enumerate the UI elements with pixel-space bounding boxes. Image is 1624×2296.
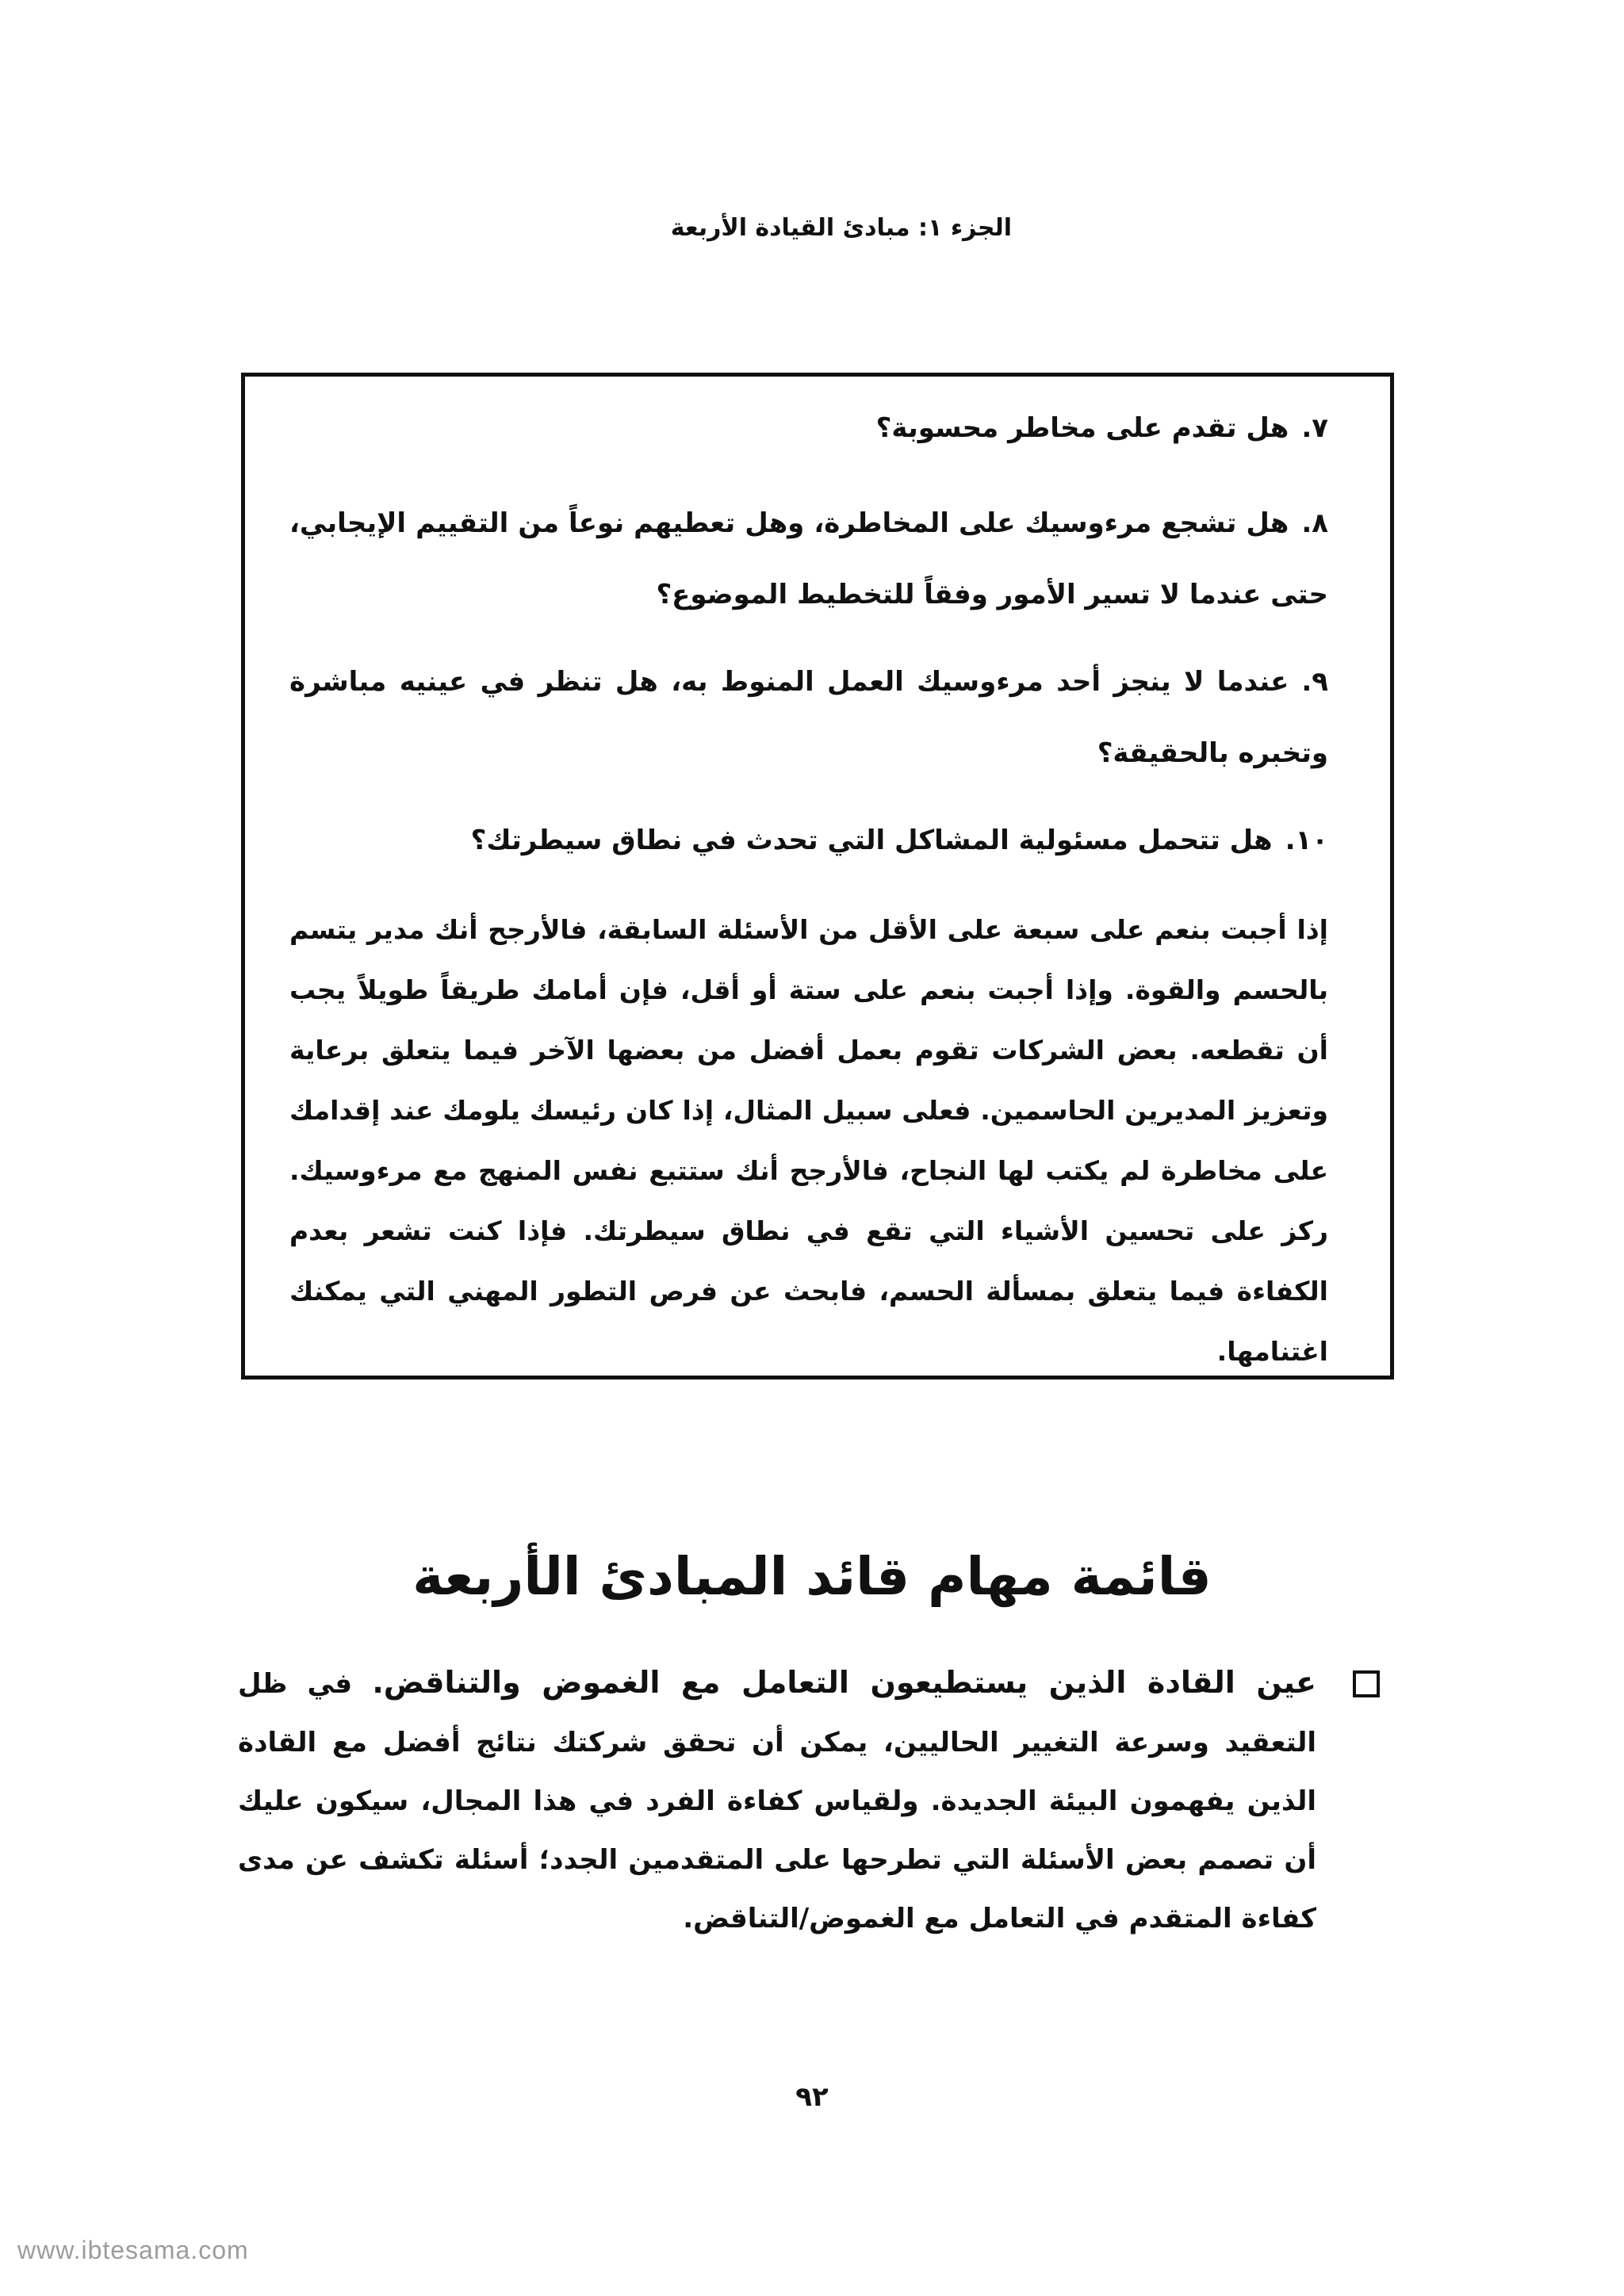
checkbox-icon xyxy=(1353,1670,1380,1697)
question-9 xyxy=(289,646,1328,789)
result-paragraph: إذا أجبت بنعم على سبعة على الأقل من الأسئلة السابقة، فالأرجح أنك مدير يتسم بالحسم والقوة. وإذا أجبت بنعم على ستة أو أقل، فإن أمامك طريقاً طويلاً يجب أن تقطعه. بعض الشركات تقوم بعمل أفضل من بعضها الآخر فيما يتعلق برعاية وتعزيز المديرين الحاسمين. فعلى سبيل المثال، إذا كان رئيسك يلومك عند إقدامك على مخاطرة لم يكتب لها النجاح، فالأرجح أنك ستتبع نفس المنهج مع مرءوسيك. ركز على تحسين الأشياء التي تقع في نطاق سيطرتك. فإذا كنت تشعر بعدم الكفاءة فيما يتعلق بمسألة الحسم، فابحث عن فرص التطور المهني التي يمكنك اغتنامها. xyxy=(289,914,1328,1367)
watermark: www.ibtesama.com xyxy=(17,2236,249,2264)
checklist-item xyxy=(238,1653,1380,1948)
page-number: ٩٢ xyxy=(795,2081,829,2113)
question-7 xyxy=(289,392,1328,464)
section-title: قائمة مهام قائد المبادئ الأربعة xyxy=(412,1546,1212,1607)
question-text: هل تشجع مرءوسيك على المخاطرة، وهل تعطيهم نوعاً من التقييم الإيجابي، حتى عندما لا تسير الأمور وفقاً للتخطيط الموضوع؟ xyxy=(289,507,1328,610)
self-assessment-box xyxy=(241,373,1394,1380)
question-number: ٨. xyxy=(1301,507,1328,539)
question-text: هل تتحمل مسئولية المشاكل التي تحدث في نطاق سيطرتك؟ xyxy=(470,825,1273,856)
question-text: عندما لا ينجز أحد مرءوسيك العمل المنوط به، هل تنظر في عينيه مباشرة وتخبره بالحقيقة؟ xyxy=(289,666,1328,769)
checklist-item-lead: عين القادة الذين يستطيعون التعامل مع الغموض والتناقض. xyxy=(372,1665,1316,1700)
question-number: ٧. xyxy=(1301,412,1328,444)
checklist-item-body: في ظل التعقيد وسرعة التغيير الحاليين، يمكن أن تحقق شركتك نتائج أفضل مع القادة الذين يفهمون البيئة الجديدة. ولقياس كفاءة الفرد في هذا المجال، سيكون عليك أن تصمم بعض الأسئلة التي تطرحها على المتقدمين الجدد؛ أسئلة تكشف عن مدى كفاءة المتقدم في التعامل مع الغموض/التناقض. xyxy=(238,1668,1316,1934)
running-header: الجزء ١: مبادئ القيادة الأربعة xyxy=(670,214,1012,242)
question-text: هل تقدم على مخاطر محسوبة؟ xyxy=(875,412,1289,444)
question-number: ٩. xyxy=(1301,666,1328,698)
question-number: ١٠. xyxy=(1285,825,1328,856)
checklist-item-text xyxy=(238,1653,1316,1948)
question-8 xyxy=(289,488,1328,630)
question-10 xyxy=(289,805,1328,876)
